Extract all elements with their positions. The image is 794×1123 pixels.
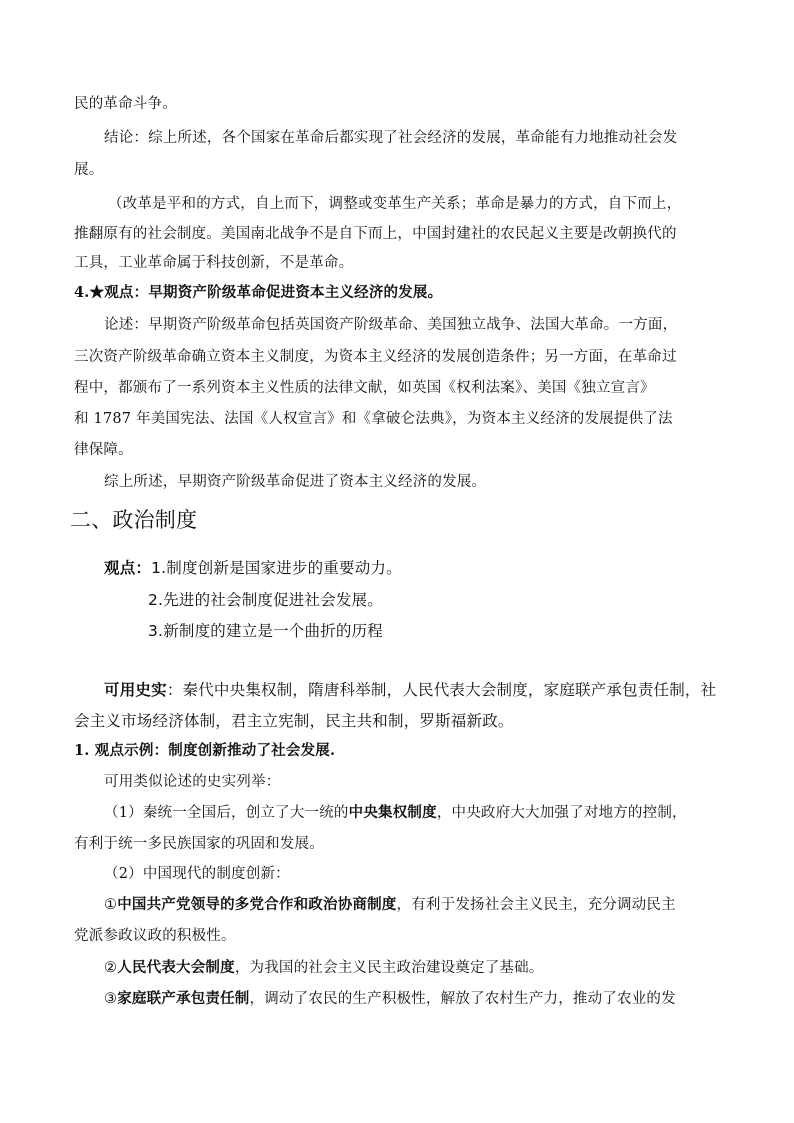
circled-number-3: ③ [104, 991, 118, 1007]
sub-item-3 [104, 989, 764, 1009]
list-item-1-line2: 有利于统一多民族国家的巩固和发展。 [74, 836, 324, 852]
text-line: 和 1787 年美国宪法、法国《人权宣言》和《拿破仑法典》，为资本主义经济的发展提供了法 [74, 411, 673, 427]
item1-text-b: ，中央政府大大加强了对地方的控制， [436, 805, 687, 821]
note-paragraph: （改革是平和的方式，自上而下，调整或变革生产关系；革命是暴力的方式，自下而上， [108, 196, 682, 212]
view-line-1 [104, 558, 764, 578]
text-line: 三次资产阶级革命确立资本主义制度，为资本主义经济的发展创造条件；另一方面，在革命过 [74, 349, 677, 365]
argument-paragraph: 论述：早期资产阶级革命包括英国资产阶级革命、美国独立战争、法国大革命。一方面， [104, 317, 678, 333]
summary-paragraph: 综上所述，早期资产阶级革命促进了资本主义经济的发展。 [104, 474, 487, 490]
facts-label: 可用史实 [104, 681, 167, 699]
text-line: 工具，工业革命属于科技创新，不是革命。 [74, 255, 354, 271]
sub-item-1 [104, 895, 764, 915]
list-item-2: （2）中国现代的制度创新： [104, 866, 290, 882]
view-item-2: 2.先进的社会制度促进社会发展。 [148, 591, 383, 609]
item1-bold: 中央集权制度 [348, 804, 437, 821]
sub-item-2-bold: 人民代表大会制度 [117, 959, 235, 976]
sub-item-3-bold: 家庭联产承包责任制 [117, 990, 250, 1007]
circled-number-2: ② [104, 960, 118, 976]
text-line: 民的革命斗争。 [74, 96, 177, 112]
list-item-1 [104, 803, 764, 823]
facts-line-1 [104, 680, 764, 700]
point-heading: 4.★观点：早期资产阶级革命促进资本主义经济的发展。 [74, 284, 443, 301]
sub-item-2 [104, 958, 764, 978]
text-line: 推翻原有的社会制度。美国南北战争不是自下而上，中国封建社的农民起义主要是改朝换代的 [74, 226, 677, 242]
text-line: 程中，都颁布了一系列资本主义性质的法律文献，如英国《权利法案》、美国《独立宣言》 [74, 380, 655, 396]
view-item-1: 1.制度创新是国家进步的重要动力。 [151, 559, 402, 577]
sub-item-3-text: ，调动了农民的生产积极性，解放了农村生产力，推动了农业的发 [249, 991, 676, 1007]
conclusion-paragraph: 结论：综上所述，各个国家在革命后都实现了社会经济的发展，革命能有力地推动社会发 [104, 130, 678, 146]
circled-number-1: ① [104, 897, 118, 913]
sub-item-1-line2: 党派参政议政的积极性。 [74, 928, 236, 944]
text-line: 律保障。 [74, 442, 133, 458]
facts-line-2: 会主义市场经济体制，君主立宪制，民主共和制，罗斯福新政。 [74, 712, 514, 730]
sub-item-1-bold: 中国共产党领导的多党合作和政治协商制度 [117, 896, 397, 913]
sub-item-1-text: ，有利于发扬社会主义民主，充分调动民主 [396, 897, 676, 913]
facts-text: ：秦代中央集权制，隋唐科举制，人民代表大会制度，家庭联产承包责任制，社 [166, 681, 717, 699]
list-intro: 可用类似论述的史实列举： [104, 774, 281, 790]
example-title: 1. 观点示例：制度创新推动了社会发展. [74, 742, 336, 759]
text-line: 展。 [74, 162, 104, 178]
view-item-3: 3.新制度的建立是一个曲折的历程 [148, 622, 383, 640]
view-label: 观点： [104, 559, 152, 577]
sub-item-2-text: ，为我国的社会主义民主政治建设奠定了基础。 [234, 960, 544, 976]
section-heading: 二、政治制度 [70, 508, 198, 532]
item1-text-a: （1）秦统一全国后，创立了大一统的 [104, 805, 349, 821]
